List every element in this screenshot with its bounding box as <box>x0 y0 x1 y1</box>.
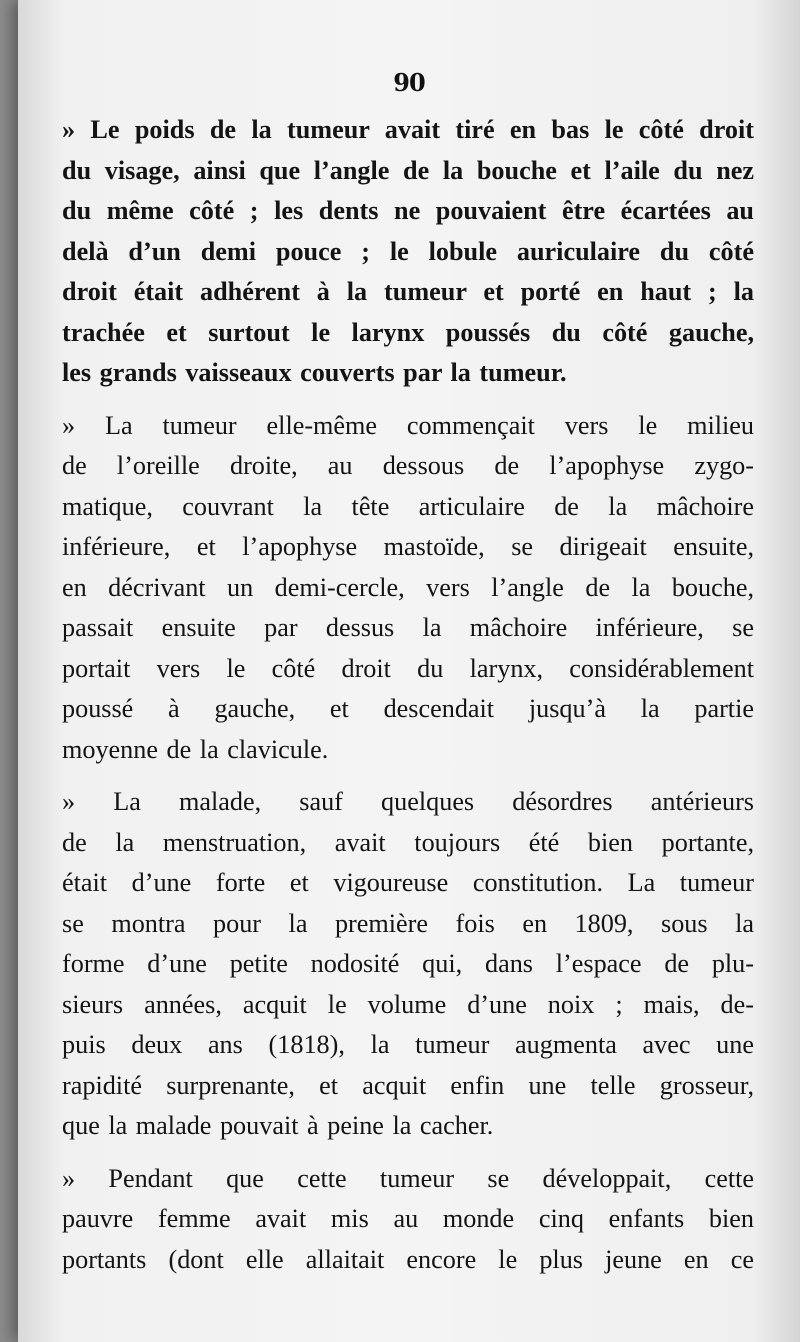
text-line: » Le poids de la tumeur avait tiré en bas le côté droit <box>62 115 754 144</box>
text-line: forme d’une petite nodosité qui, dans l’espace de plu- <box>62 949 754 978</box>
text-line: moyenne de la clavicule. <box>62 734 329 764</box>
text-line: poussé à gauche, et descendait jusqu’à la partie <box>62 694 754 723</box>
paragraph <box>62 1159 754 1281</box>
text-line: du même côté ; les dents ne pouvaient être écartées au <box>62 196 754 225</box>
text-line: puis deux ans (1818), la tumeur augmenta avec une <box>62 1030 754 1059</box>
text-line: de l’oreille droite, au dessous de l’apophyse zygo- <box>62 451 754 480</box>
text-line: du visage, ainsi que l’angle de la bouche et l’aile du nez <box>62 155 754 185</box>
text-line: en décrivant un demi-cercle, vers l’angle de la bouche, <box>62 572 754 602</box>
text-line: trachée et surtout le larynx poussés du côté gauche, <box>62 317 754 347</box>
text-line: » La tumeur elle-même commençait vers le milieu <box>62 410 754 440</box>
text-line: sieurs années, acquit le volume d’une noix ; mais, de- <box>62 989 754 1019</box>
paragraph-gap <box>62 394 754 406</box>
paragraph-gap <box>62 770 754 782</box>
text-line: les grands vaisseaux couverts par la tumeur. <box>62 358 567 387</box>
body-text <box>62 110 754 1280</box>
text-line: portait vers le côté droit du larynx, considérablement <box>62 653 754 683</box>
paragraph <box>62 110 754 394</box>
text-line: » Pendant que cette tumeur se développait, cette <box>62 1163 754 1193</box>
text-line: rapidité surprenante, et acquit enfin une telle grosseur, <box>62 1070 754 1100</box>
paragraph-gap <box>62 1147 754 1159</box>
text-line: se montra pour la première fois en 1809, sous la <box>62 908 754 938</box>
text-line: passait ensuite par dessus la mâchoire inférieure, se <box>62 613 754 642</box>
paragraph <box>62 406 754 771</box>
book-page <box>18 0 800 1342</box>
text-line: matique, couvrant la tête articulaire de la mâchoire <box>62 491 754 521</box>
page-number: 90 <box>393 68 425 97</box>
text-line: que la malade pouvait à peine la cacher. <box>62 1111 494 1140</box>
text-line: droit était adhérent à la tumeur et porté en haut ; la <box>62 277 754 306</box>
text-line: portants (dont elle allaitait encore le plus jeune en ce <box>62 1244 754 1274</box>
text-line: de la menstruation, avait toujours été bien portante, <box>62 827 754 857</box>
text-line: pauvre femme avait mis au monde cinq enfants bien <box>62 1204 754 1233</box>
paragraph <box>62 782 754 1147</box>
text-line: delà d’un demi pouce ; le lobule auriculaire du côté <box>62 236 754 266</box>
text-line: inférieure, et l’apophyse mastoïde, se dirigeait ensuite, <box>62 532 754 561</box>
text-line: » La malade, sauf quelques désordres antérieurs <box>62 787 754 816</box>
text-line: était d’une forte et vigoureuse constitution. La tumeur <box>62 868 754 897</box>
